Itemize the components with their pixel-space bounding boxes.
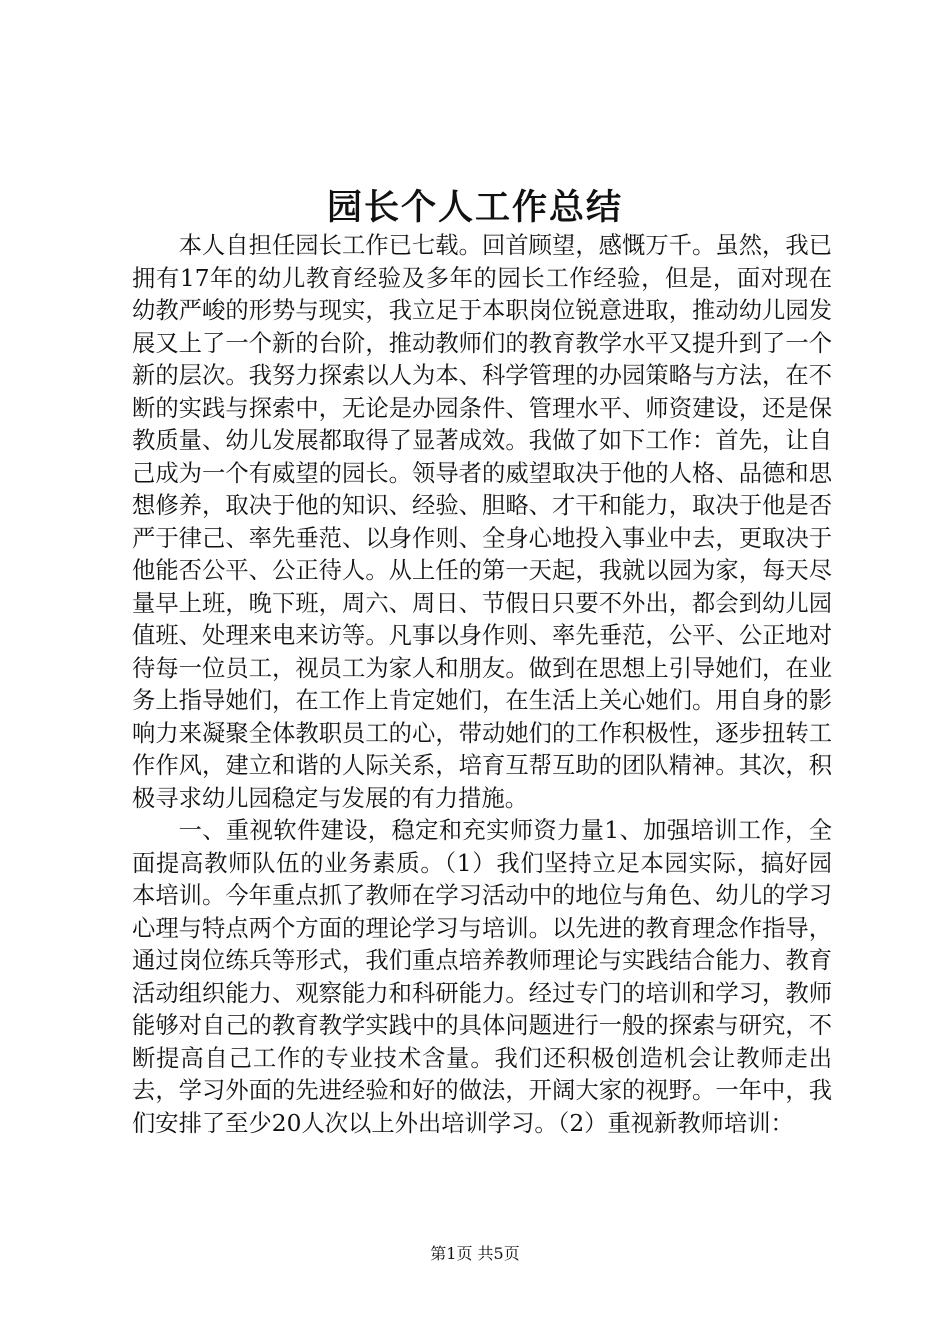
document-title: 园长个人工作总结: [326, 187, 623, 228]
body-paragraph-2: 一、重视软件建设，稳定和充实师资力量1、加强培训工作，全面提高教师队伍的业务素质。（1）我们坚持立足本园实际，搞好园本培训。今年重点抓了教师在学习活动中的地位与角色、幼儿的学习心理与特点两个方面的理论学习与培训。以先进的教育理念作指导，通过岗位练兵等形式，我们重点培养教师理论与实践结合能力、教育活动组织能力、观察能力和科研能力。经过专门的培训和学习，教师能够对自己的教育教学实践中的具体问题进行一般的探索与研究，不断提高自己工作的专业技术含量。我们还积极创造机会让教师走出去，学习外面的先进经验和好的做法，开阔大家的视野。一年中，我们安排了至少20人次以上外出培训学习。（2）重视新教师培训：: [132, 817, 832, 1137]
document-body: [132, 230, 832, 1140]
page-number-footer: 第1页 共5页: [430, 1244, 520, 1263]
body-paragraph-1: 本人自担任园长工作已七载。回首顾望，感慨万千。虽然，我已拥有17年的幼儿教育经验及多年的园长工作经验，但是，面对现在幼教严峻的形势与现实，我立足于本职岗位锐意进取，推动幼儿园发展又上了一个新的台阶，推动教师们的教育教学水平又提升到了一个新的层次。我努力探索以人为本、科学管理的办园策略与方法，在不断的实践与探索中，无论是办园条件、管理水平、师资建设，还是保教质量、幼儿发展都取得了显著成效。我做了如下工作：首先，让自己成为一个有威望的园长。领导者的威望取决于他的人格、品德和思想修养，取决于他的知识、经验、胆略、才干和能力，取决于他是否严于律己、率先垂范、以身作则、全身心地投入事业中去，更取决于他能否公平、公正待人。从上任的第一天起，我就以园为家，每天尽量早上班，晚下班，周六、周日、节假日只要不外出，都会到幼儿园值班、处理来电来访等。凡事以身作则、率先垂范，公平、公正地对待每一位员工，视员工为家人和朋友。做到在思想上引导她们，在业务上指导她们，在工作上肯定她们，在生活上关心她们。用自身的影响力来凝聚全体教职员工的心，带动她们的工作积极性，逐步扭转工作作风，建立和谐的人际关系，培育互帮互助的团队精神。其次，积极寻求幼儿园稳定与发展的有力措施。: [132, 232, 832, 812]
